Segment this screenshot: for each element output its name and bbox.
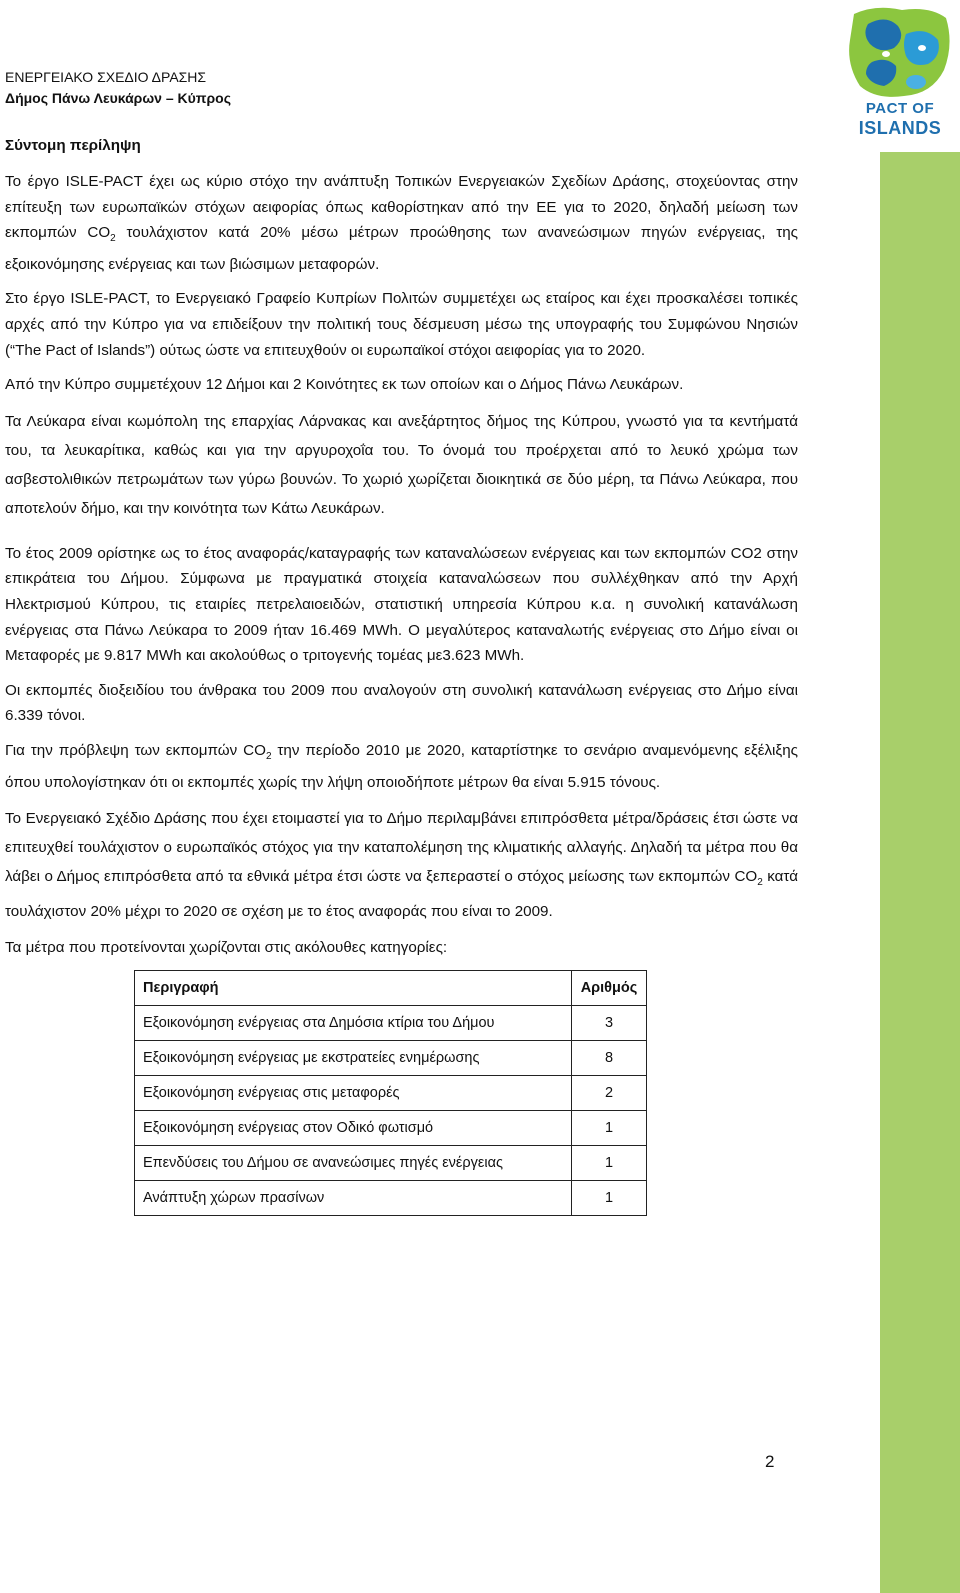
decorative-green-bar — [880, 152, 960, 1593]
table-row — [135, 1075, 647, 1110]
paragraph-9: Τα μέτρα που προτείνονται χωρίζονται στις ακόλουθες κατηγορίες: — [5, 939, 448, 957]
header-subtitle: Δήμος Πάνω Λευκάρων – Κύπρος — [5, 90, 231, 106]
paragraph-7: Για την πρόβλεψη των εκπομπών $CO_2$ την περίοδο 2010 με 2020, καταρτίστηκε το σενάριο αναμενόμενης εξέλιξης όπου υπολογίστηκαν ότι οι εκπομπές χωρίς την λήψη οποιοδήποτε μέτρων θα είναι 5.915 τόνους. — [5, 741, 798, 791]
logo-text-line1: PACT OF — [865, 100, 935, 117]
paragraph-2: Στο έργο ISLE-PACT, το Ενεργειακό Γραφείο Κυπρίων Πολιτών συμμετέχει ως εταίρος και έχει προσκαλέσει τοπικές αρχές από την Κύπρο για να επιδείξουν την πολιτική τους δέσμευση μέσω της υπογραφής του Συμφώνου Νησιών (“The Pact of Islands”) ούτως ώστε να επιτευχθούν οι ευρωπαϊκοί στόχοι αειφορίας για το 2020. — [5, 290, 798, 359]
table-cell: Ανάπτυξη χώρων πρασίνων — [135, 1180, 572, 1215]
table-cell: 2 — [572, 1075, 647, 1110]
page-number: 2 — [765, 1452, 775, 1471]
paragraph-1: Το έργο ISLE-PACT έχει ως κύριο στόχο την ανάπτυξη Τοπικών Ενεργειακών Σχεδίων Δράσης, στοχεύοντας στην επίτευξη των ευρωπαϊκών στόχων αειφορίας όπως καθορίστηκαν από την ΕΕ για το 2020, δηλαδή μείωση των εκπομπών $CO_2$ τουλάχιστον κατά 20% μέσω μέτρων προώθησης των ανανεώσιμων πηγών ενέργειας, της εξοικονόμησης ενέργειας και των βιώσιμων μεταφορών. — [5, 173, 798, 273]
logo-graphic-icon — [846, 4, 954, 100]
section-title: Σύντομη περίληψη — [5, 137, 141, 154]
table-header-row — [135, 970, 647, 1005]
logo-text-line2: ISLANDS — [858, 118, 942, 138]
table-header-number: Αριθμός — [572, 970, 647, 1005]
table-cell: Εξοικονόμηση ενέργειας στα Δημόσια κτίρια του Δήμου — [135, 1005, 572, 1040]
paragraph-5: Το έτος 2009 ορίστηκε ως το έτος αναφοράς/καταγραφής των καταναλώσεων ενέργειας και των εκπομπών CO2 στην επικράτεια του Δήμου. Σύμφωνα με πραγματικά στοιχεία καταναλώσεων που συλλέχθηκαν από την Αρχή Ηλεκτρισμού Κύπρου, τις εταιρίες πετρελαιοειδών, στατιστική υπηρεσία Κύπρου κ.α. η συνολική κατανάλωση ενέργειας στα Πάνω Λεύκαρα το 2009 ήταν 16.469 MWh. Ο μεγαλύτερος καταναλωτής ενέργειας στο Δήμο είναι οι Μεταφορές με 9.817 MWh και ακολούθως ο τριτογενής τομέας με3.623 MWh. — [5, 544, 798, 665]
header-title: ΕΝΕΡΓΕΙΑΚΟ ΣΧΕΔΙΟ ΔΡΑΣΗΣ — [5, 69, 207, 85]
pact-of-islands-logo — [846, 4, 954, 142]
paragraph-3: Από την Κύπρο συμμετέχουν 12 Δήμοι και 2 Κοινότητες εκ των οποίων και ο Δήμος Πάνω Λευκάρων. — [5, 376, 684, 394]
table-row — [135, 1110, 647, 1145]
table-cell: 3 — [572, 1005, 647, 1040]
table-row — [135, 1040, 647, 1075]
table-cell: 8 — [572, 1040, 647, 1075]
measures-table — [134, 970, 647, 1216]
document-header — [5, 67, 231, 109]
table-cell: 1 — [572, 1110, 647, 1145]
table-cell: Εξοικονόμηση ενέργειας στον Οδικό φωτισμό — [135, 1110, 572, 1145]
paragraph-4: Τα Λεύκαρα είναι κωμόπολη της επαρχίας Λάρνακας και ανεξάρτητος δήμος της Κύπρου, γνωστό για τα κεντήματά του, τα λευκαρίτικα, καθώς και για την αργυροχοΐα του. Το όνομά του προέρχεται από το λευκό χρώμα των ασβεστολιθικών πετρωμάτων των γύρω βουνών. Το χωριό χωρίζεται διοικητικά σε δύο μέρη, τα Πάνω Λεύκαρα, που αποτελούν δήμο, και την κοινότητα των Κάτω Λευκάρων. — [5, 412, 798, 517]
table-cell: Εξοικονόμηση ενέργειας στις μεταφορές — [135, 1075, 572, 1110]
table-cell: Εξοικονόμηση ενέργειας με εκστρατείες ενημέρωσης — [135, 1040, 572, 1075]
table-row — [135, 1005, 647, 1040]
table-cell: Επενδύσεις του Δήμου σε ανανεώσιμες πηγές ενέργειας — [135, 1145, 572, 1180]
table-header-description: Περιγραφή — [135, 970, 572, 1005]
paragraph-6: Οι εκπομπές διοξειδίου του άνθρακα του 2009 που αναλογούν στη συνολική κατανάλωση ενέργειας στο Δήμο είναι 6.339 τόνοι. — [5, 681, 798, 725]
table-row — [135, 1180, 647, 1215]
paragraph-8: Το Ενεργειακό Σχέδιο Δράσης που έχει ετοιμαστεί για το Δήμο περιλαμβάνει επιπρόσθετα μέτρα/δράσεις έτσι ώστε να επιτευχθεί τουλάχιστον ο ευρωπαϊκός στόχος για την καταπολέμηση της κλιματικής αλλαγής. Δηλαδή τα μέτρα που θα λάβει ο Δήμος επιπρόσθετα από τα εθνικά μέτρα έτσι ώστε να ξεπεραστεί ο στόχος μείωσης των εκπομπών $CO_2$ κατά τουλάχιστον 20% μέχρι το 2020 σε σχέση με το έτος αναφοράς που είναι το 2009. — [5, 810, 798, 921]
document-body — [5, 135, 798, 1216]
table-row — [135, 1145, 647, 1180]
table-cell: 1 — [572, 1180, 647, 1215]
table-cell: 1 — [572, 1145, 647, 1180]
